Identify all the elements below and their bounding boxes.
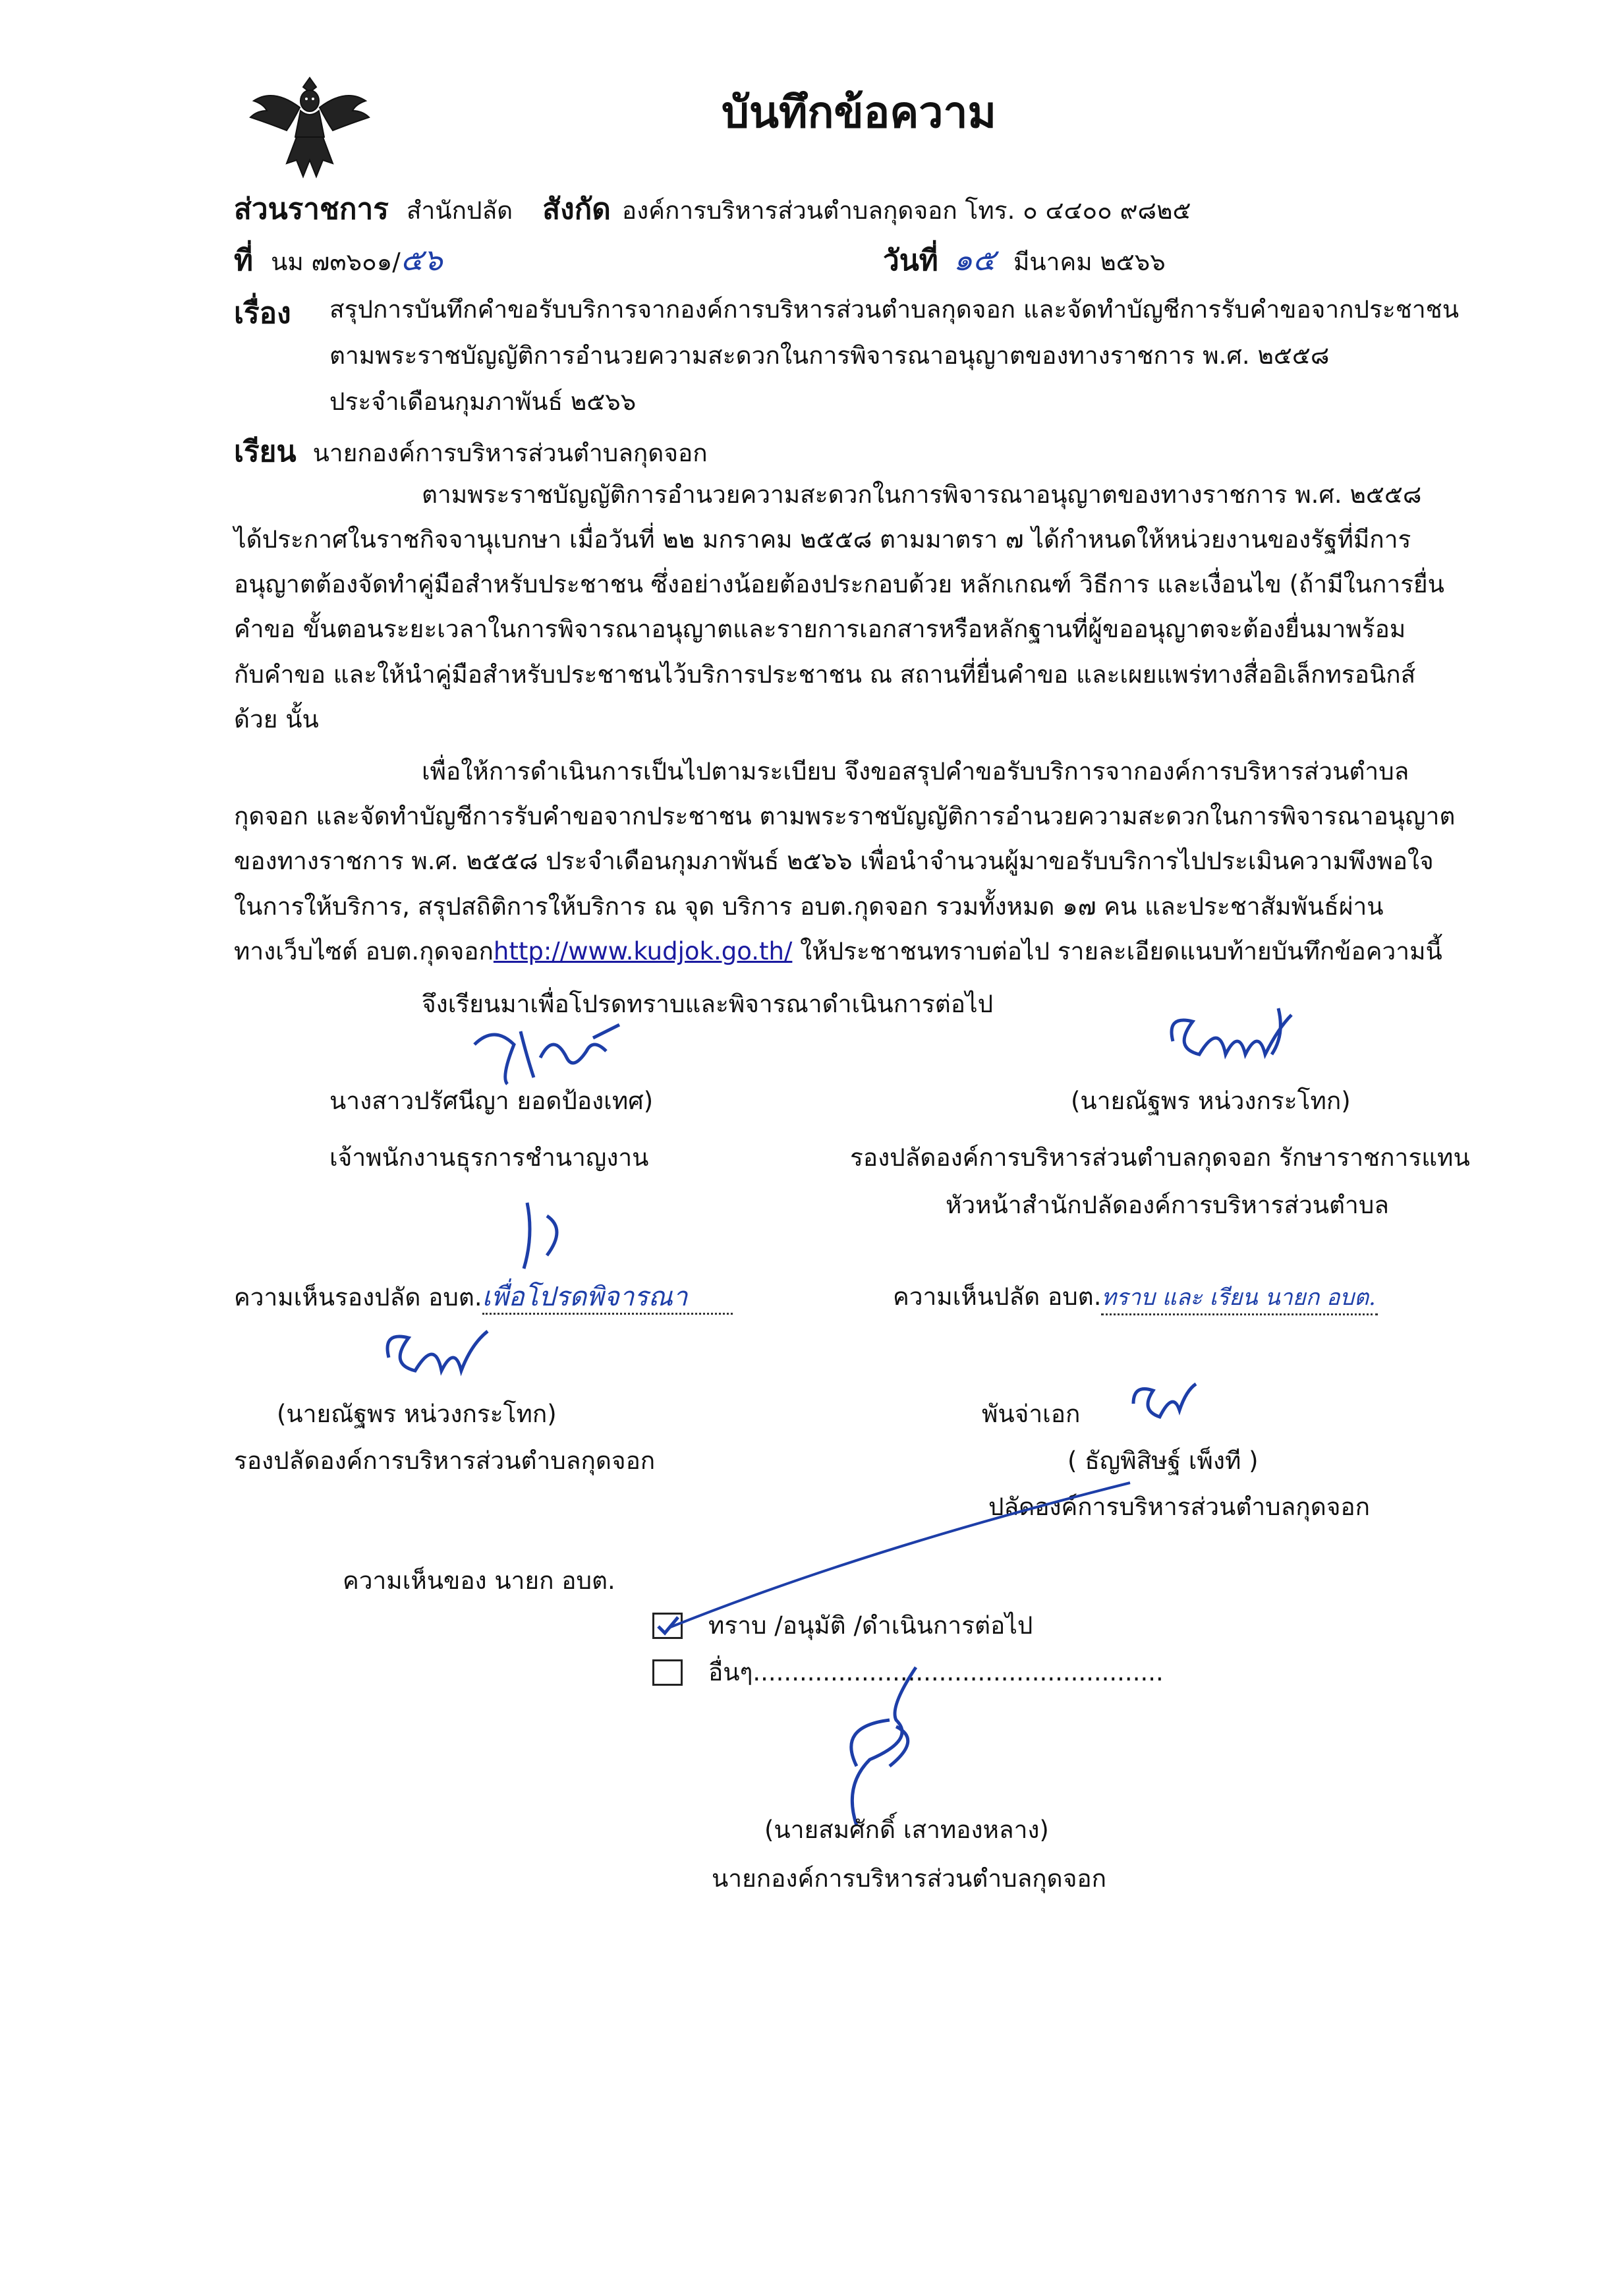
reference-line: [234, 237, 443, 283]
para1-line-1: ตามพระราชบัญญัติการอำนวยความสะดวกในการพิจารณาอนุญาตของทางราชการ พ.ศ. ๒๕๕๘: [422, 480, 1422, 509]
mayor-name: (นายสมศักดิ์ เสาทองหลาง): [764, 1816, 1049, 1844]
chief-opinion-label: ความเห็นปลัด อบต.: [893, 1282, 1102, 1311]
deputy-position: รองปลัดองค์การบริหารส่วนตำบลกุดจอก: [234, 1447, 656, 1475]
para2-line-3: ของทางราชการ พ.ศ. ๒๕๕๘ ประจำเดือนกุมภาพันธ์ ๒๕๖๖ เพื่อนำจำนวนผู้มาขอรับบริการไปประเมินความพึงพอใจ: [234, 847, 1434, 875]
subject-line-2: ตามพระราชบัญญัติการอำนวยความสะดวกในการพิจารณาอนุญาตของทางราชการ พ.ศ. ๒๕๕๘: [329, 341, 1330, 370]
chief-opinion-line: [893, 1281, 1378, 1315]
para2-line-5: [234, 936, 1442, 967]
chief-rank: พันจ่าเอก: [982, 1400, 1081, 1428]
deputy-opinion-label: ความเห็นรองปลัด อบต.: [234, 1283, 482, 1311]
signature-right: [1147, 982, 1318, 1081]
date-value: มีนาคม ๒๕๖๖: [1013, 248, 1166, 276]
document-title: บันทึกข้อความ: [722, 87, 997, 138]
date-handwritten: ๑๕: [953, 242, 996, 277]
deputy-signature-strokes: [507, 1196, 586, 1275]
reference-label: ที่: [234, 244, 254, 277]
mayor-position: นายกองค์การบริหารส่วนตำบลกุดจอก: [712, 1864, 1106, 1893]
chief-position: ปลัดองค์การบริหารส่วนตำบลกุดจอก: [988, 1493, 1371, 1521]
subject-label: เรื่อง: [234, 297, 291, 330]
right-signer-position-1: รองปลัดองค์การบริหารส่วนตำบลกุดจอก รักษาราชการแทน: [850, 1143, 1470, 1172]
deputy-opinion-handwritten: เพื่อโปรดพิจารณา: [482, 1281, 733, 1315]
approval-stroke: [666, 1476, 1140, 1634]
signature-left: [461, 1018, 633, 1091]
para1-line-4: คำขอ ขั้นตอนระยะเวลาในการพิจารณาอนุญาตและรายการเอกสารหรือหลักฐานที่ผู้ขออนุญาตจะต้องยื่นมาพร้อม: [234, 615, 1406, 643]
left-signer-position: เจ้าพนักงานธุรการชำนาญงาน: [329, 1143, 649, 1172]
para2-line-2: กุดจอก และจัดทำบัญชีการรับคำขอจากประชาชน ตามพระราชบัญญัติการอำนวยความสะดวกในการพิจารณาอนุญาต: [234, 802, 1456, 830]
right-signer-name: (นายณัฐพร หน่วงกระโทก): [1071, 1087, 1351, 1115]
date-label: วันที่: [883, 244, 938, 277]
to-label: เรียน: [234, 435, 297, 469]
to-line: [234, 428, 708, 474]
para2-line-1: เพื่อให้การดำเนินการเป็นไปตามระเบียบ จึงขอสรุปคำขอรับบริการจากองค์การบริหารส่วนตำบล: [422, 757, 1409, 786]
para1-line-5: กับคำขอ และให้นำคู่มือสำหรับประชาชนไว้บริการประชาชน ณ สถานที่ยื่นคำขอ และเผยแพร่ทางสื่ออิเล็กทรอนิกส์: [234, 660, 1416, 689]
chief-name: ( ธัญพิสิษฐ์ เพ็งที ): [1067, 1447, 1259, 1475]
mayor-opinion-label: ความเห็นของ นายก อบต.: [343, 1566, 615, 1595]
para1-line-6: ด้วย นั้น: [234, 705, 319, 733]
option-other-checkbox[interactable]: [652, 1659, 683, 1686]
date-line: [883, 237, 1166, 283]
closing-line: จึงเรียนมาเพื่อโปรดทราบและพิจารณาดำเนินการต่อไป: [422, 990, 994, 1018]
deputy-name: (นายณัฐพร หน่วงกระโทก): [277, 1400, 557, 1428]
para2-line-5-post: ให้ประชาชนทราบต่อไป รายละเอียดแนบท้ายบันทึกข้อความนี้: [792, 937, 1442, 965]
chief-opinion-handwritten: ทราบ และ เรียน นายก อบต.: [1101, 1282, 1378, 1315]
subject-line-3: ประจำเดือนกุมภาพันธ์ ๒๕๖๖: [329, 387, 637, 416]
para2-line-5-pre: ทางเว็บไซต์ อบต.กุดจอก: [234, 937, 494, 965]
agency-line: [234, 186, 1191, 232]
agency-value: สำนักปลัด: [406, 196, 513, 225]
website-link[interactable]: http://www.kudjok.go.th/: [493, 937, 793, 965]
chief-signature: [1120, 1371, 1199, 1430]
affiliation-label: สังกัด: [542, 192, 611, 226]
agency-label: ส่วนราชการ: [234, 192, 389, 226]
reference-handwritten: ๕๖: [400, 242, 443, 277]
reference-value: นม ๗๓๖๐๑/: [271, 248, 401, 276]
option-other-label: อื่นๆ.....................................................: [708, 1658, 1164, 1686]
para2-line-4: ในการให้บริการ, สรุปสถิติการให้บริการ ณ จุด บริการ อบต.กุดจอก รวมทั้งหมด ๑๗ คน และประชาสัมพันธ์ผ่าน: [234, 892, 1384, 921]
deputy-signature: [376, 1311, 507, 1391]
affiliation-value: องค์การบริหารส่วนตำบลกุดจอก โทร. ๐ ๔๔๐๐ ๙๘๒๕: [621, 196, 1191, 225]
to-value: นายกองค์การบริหารส่วนตำบลกุดจอก: [312, 439, 708, 467]
garuda-emblem-icon: [247, 71, 372, 183]
left-signer-name: นางสาวปรัศนีญา ยอดป้องเทศ): [329, 1087, 654, 1115]
right-signer-position-2: หัวหน้าสำนักปลัดองค์การบริหารส่วนตำบล: [946, 1191, 1389, 1219]
deputy-opinion-line: [234, 1281, 733, 1315]
mayor-signature: [817, 1661, 949, 1832]
para1-line-3: อนุญาตต้องจัดทำคู่มือสำหรับประชาชน ซึ่งอย่างน้อยต้องประกอบด้วย หลักเกณฑ์ วิธีการ และเงื่อนไข (ถ้ามีในการยื่น: [234, 570, 1444, 598]
subject-line-1: สรุปการบันทึกคำขอรับบริการจากองค์การบริหารส่วนตำบลกุดจอก และจัดทำบัญชีการรับคำขอจากประชาชน: [329, 295, 1460, 324]
option-acknowledge-label: ทราบ /อนุมัติ /ดำเนินการต่อไป: [708, 1611, 1033, 1640]
para1-line-2: ได้ประกาศในราชกิจจานุเบกษา เมื่อวันที่ ๒๒ มกราคม ๒๕๕๘ ตามมาตรา ๗ ได้กำหนดให้หน่วยงานของรัฐที่มีการ: [234, 525, 1411, 554]
